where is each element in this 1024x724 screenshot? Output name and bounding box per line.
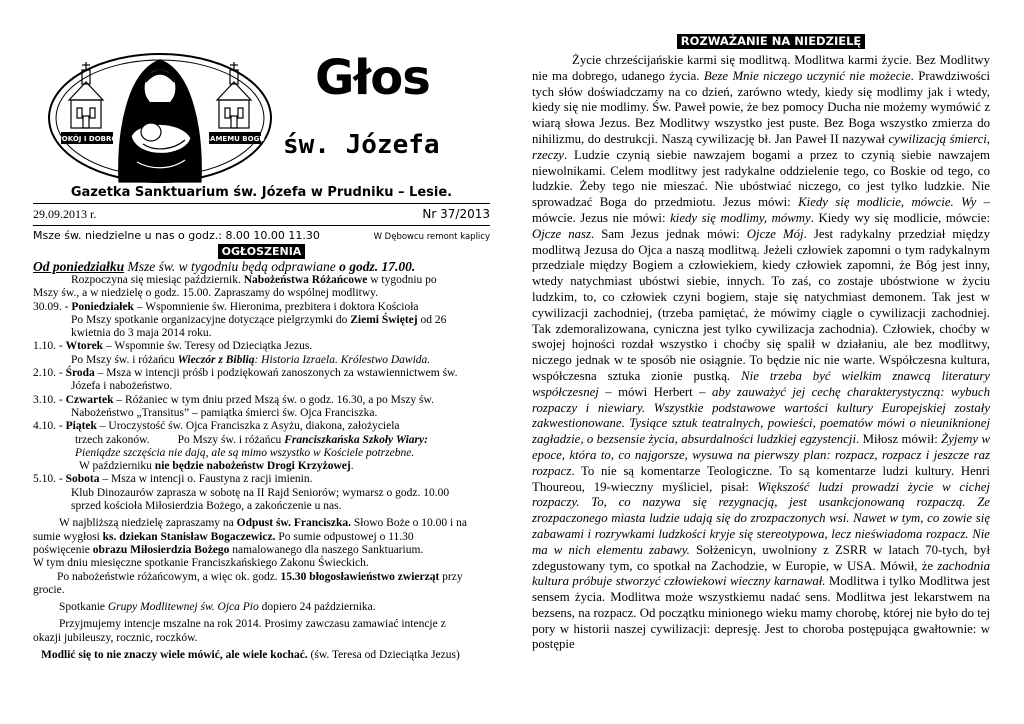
announcements-list xyxy=(33,259,490,662)
sanctuary-emblem-logo xyxy=(47,52,274,184)
issue-date: 29.09.2013 r. xyxy=(33,207,97,221)
quote-line: Modlić się to nie znaczy wiele mówić, ale wiele kochać. (św. Teresa od Dzieciątka Jezus) xyxy=(41,649,460,662)
announcement-line: Rozpoczyna się miesiąc październik. Nabożeństwa Różańcowe w tygodniu po xyxy=(71,274,437,286)
announcement-line: W tym dniu miesięczne spotkanie Franciszkańskiego Zakonu Świeckich. xyxy=(33,557,369,570)
announcement-line: trzech zakonów. Po Mszy św. i różańcu Franciszkańska Szkoły Wiary: xyxy=(75,433,428,446)
title-sw-jozefa: św. Józefa xyxy=(283,130,440,160)
announcement-line: W najbliższą niedzielę zapraszamy na Odpust św. Franciszka. Słowo Boże o 10.00 i na xyxy=(59,517,467,530)
announcement-line: Przyjmujemy intencje mszalne na rok 2014. Prosimy zawczasu zamawiać intencje z xyxy=(59,618,446,631)
date-row xyxy=(33,207,490,222)
essay-paragraph: Życie chrześcijańskie karmi się modlitwą. Modlitwa karmi życie. Bez Modlitwy nie ma dobrego, udanego życia. Beze Mnie niczego uczynić nie możecie. Prawdziwości tych słów doświadczamy na co dzień, zarówno wtedy, kiedy się modlimy jak i wtedy, kiedy się nie modlimy. Św. Paweł powie, że bez pomocy Ducha nie możemy wymówić z wiarą słowa Jezus. Bez Modlitwy wszystko jest puste. Bez Boga wszystko zmierza do nihilizmu, do destrukcji. Naszą cywilizację bł. Jan Paweł II nazywał cywilizacją śmierci, rzeczy. Ludzie czynią siebie nawzajem bogami a przez to czynią siebie nawzajem niewolnikami. Celem modlitwy jest radykalne oddzielenie tego, co Boskie od tego, co ludzkie. Żeby tego nie mieszać. Nie ubóstwiać niczego, co jest tylko ludzkie. Nie sprowadzać Boga do przedmiotu. Jezus mówi: Kiedy się modlicie, mówcie. Wy – mówcie. Jezus nie mówi: kiedy się modlimy, mówmy. Kiedy wy się modlicie, mówcie: Ojcze nasz. Sam Jezus jednak mówi: Ojcze Mój. Jest radykalny przedział między modlitwą Jezusa do Ojca a naszą modlitwą. Jeżeli człowiek zapomni o tym radykalnym przedziale między Bogiem a człowiekiem, kiedy człowiek zapomni, że Bóg jest inny, wtedy natychmiast ubóstwi siebie, innych. To zaś, co zostaje ubóstwione w życiu ludzkim, to, co człowiek czyni bogiem, staje się natychmiast demonem. Tak jest w cywilizacji zachodniej, (trzeba pamiętać, że mówimy ciągle o cywilizacji zachodniej. Tak zdemoralizowana, cyniczna jest tylko cywilizacja zachodnia). Człowiek, choćby w swojej hojności rozdał wszystko i choćby się spalił w działaniu, ale bez modlitwy, niczego jednak w te sposób nie osiągnie. To będzie nic nie warte. Współczesna kultura, współczesna sztuka zionie pustką. Nie trzeba być wielkim znawcą literatury współczesnej – mówi Herbert – aby zauważyć jej cechę charakterystyczną: wybuch rozpaczy i niewiary. Wszystkie podstawowe wartości kultury Europejskiej zostały zakwestionowane. Tysiące sztuk teatralnych, powieści, poematów mówi o nieuniknionej zagładzie, o bezsensie życia, absurdalności ludzkiej egzystencji. Miłosz mówił: Żyjemy w epoce, która to, co najgorsze, wysuwa na pierwszy plan: rozpacz, rozpacz i jeszcze raz rozpacz. To nie są komentarze Teologiczne. To są komentarze ludzi kultury. Henri Thoureou, 19-wieczny myśliciel, pisał: Większość ludzi prowadzi życie w cichej rozpaczy. To, co nazywa się rezygnacją, jest usankcjonowaną rozpaczą. Ze zrozpaczonego miasta ludzie udają się do zrozpaczonych wsi. Nawet w tym, co zowie się zabawami i rozrywkami ludzkości kryje się stereotypowa, lecz nieświadoma rozpacz. Nie ma w nich elementu zabawy. Sołżenicyn, uwolniony z ZSRR w latach 70-tych, był zdegustowany tym, co spotkał na Zachodzie, w Europie, w USA. Mówił, że zachodnia kultura próbuje stworzyć człowiekowi wieczny karnawał. Modlitwa i tylko Modlitwa jest sensem życia. Modlitwa może wszystkiemu nadać sens. Modlitwa jest lekarstwem na bezsens, na rozpacz. Od początku minionego wieku mamy chorobę, której nie było do tej pory w historii naszej cywilizacji: depresję. Jest to choroba postępująca gwałtownie: w postępie xyxy=(532,53,991,652)
announcement-line: poświęcenie obrazu Miłosierdzia Bożego namalowanego dla naszego Sanktuarium. xyxy=(33,543,424,556)
announcement-line: 4.10. - Piątek – Uroczystość św. Ojca Franciszka z Asyżu, diakona, założyciela xyxy=(33,420,400,433)
announcement-line: 2.10. - Środa – Msza w intencji próśb i podziękowań zanoszonych za wstawiennictwem św. xyxy=(33,367,458,380)
announcement-line: Klub Dinozaurów zaprasza w sobotę na II Rajd Seniorów; wymarsz o godz. 10.00 xyxy=(71,486,450,499)
announcement-line: Józefa i nabożeństwo. xyxy=(71,380,173,393)
motto-left: POKÓJ I DOBRO xyxy=(56,135,118,143)
motto-right: SAMEMU BOGU xyxy=(204,135,266,143)
announcement-line: okazji jubileuszy, rocznic, roczków. xyxy=(33,631,198,644)
title-glos: Głos xyxy=(315,50,430,106)
reflection-text xyxy=(532,53,990,653)
chapel-note: W Dębowcu remont kaplicy xyxy=(373,232,490,242)
reflection-banner: ROZWAŻANIE NA NIEDZIELĘ xyxy=(677,34,866,49)
right-column xyxy=(532,32,990,653)
announcement-line: grocie. xyxy=(33,583,65,596)
left-column xyxy=(33,40,490,662)
divider xyxy=(33,225,490,226)
mass-times-row xyxy=(33,229,490,242)
announcement-line: Po Mszy spotkanie organizacyjne dotyczące pielgrzymki do Ziemi Świętej od 26 xyxy=(71,313,447,326)
subtitle: Gazetka Sanktuarium św. Józefa w Prudniku – Lesie. xyxy=(70,185,453,200)
announcement-line: Mszy św., a w niedzielę o godz. 15.00. Zapraszamy do wspólnej modlitwy. xyxy=(33,287,379,300)
announcement-line: 3.10. - Czwartek – Różaniec w tym dniu przed Mszą św. o godz. 16.30, a po Mszy św. xyxy=(33,393,434,406)
announcement-line: kwietnia do 3 maja 2014 roku. xyxy=(71,327,212,340)
announcement-line: 5.10. - Sobota – Msza w intencji o. Faustyna z racji imienin. xyxy=(33,473,313,486)
masthead xyxy=(33,40,490,190)
announcement-line: Spotkanie Grupy Modlitewnej św. Ojca Pio dopiero 24 października. xyxy=(59,601,376,614)
announcement-line: Po Mszy św. i różańcu Wieczór z Biblią: Historia Izraela. Królestwo Dawida. xyxy=(71,353,431,366)
announcement-line: 1.10. - Wtorek – Wspomnie św. Teresy od Dzieciątka Jezus. xyxy=(33,340,313,353)
announcement-line: sumie wygłosi ks. dziekan Stanisław Bogaczewicz. Po sumie odpustowej o 11.30 xyxy=(33,530,414,543)
announcement-line: sprzed kościoła Miłosierdzia Bożego, a zakończenie u nas. xyxy=(71,500,342,513)
announcement-line: Od poniedziałku Msze św. w tygodniu będą odprawiane o godz. 17.00. xyxy=(33,259,416,274)
announcement-line: Nabożeństwo „Transitus” – pamiątka śmierci św. Ojca Franciszka. xyxy=(71,406,378,419)
announcements-banner: OGŁOSZENIA xyxy=(218,244,306,259)
announcement-line: W październiku nie będzie nabożeństw Drogi Krzyżowej. xyxy=(79,460,354,473)
divider xyxy=(33,203,490,204)
announcement-line: Po nabożeństwie różańcowym, a więc ok. godz. 15.30 błogosławieństwo zwierząt przy xyxy=(57,570,463,583)
mass-times: Msze św. niedzielne u nas o godz.: 8.00 10.00 11.30 xyxy=(33,229,320,242)
announcement-line: 30.09. - Poniedziałek – Wspomnienie św. Hieronima, prezbitera i doktora Kościoła xyxy=(33,300,419,313)
issue-number: Nr 37/2013 xyxy=(422,207,490,221)
announcement-line: Pieniądze szczęścia nie dają, ale są mimo wszystko w Kościele potrzebne. xyxy=(75,446,415,459)
